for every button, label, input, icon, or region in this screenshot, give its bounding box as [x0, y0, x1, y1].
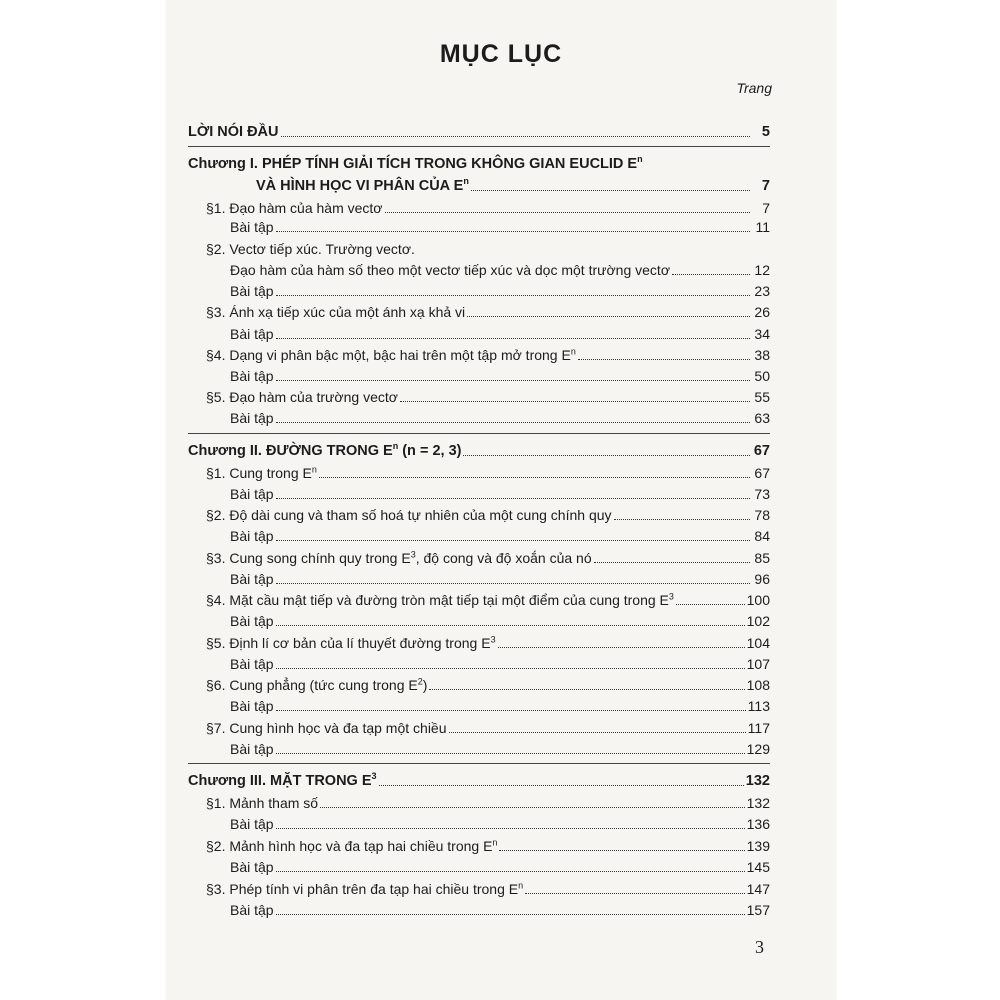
divider	[188, 146, 770, 147]
divider	[188, 763, 770, 764]
dot-leader	[379, 785, 744, 786]
dot-leader	[276, 828, 745, 829]
dot-leader	[276, 380, 750, 381]
dot-leader	[525, 893, 745, 894]
toc-entry-chapter-3[interactable]: Chương III. MẶT TRONG $E^3$ 132	[188, 771, 770, 789]
page-title: MỤC LỤC	[439, 40, 563, 68]
toc-entry-exercises[interactable]: Bài tập 11	[230, 219, 770, 235]
toc-entry-section[interactable]: §1. Đạo hàm của hàm vectơ 7	[206, 200, 770, 216]
toc-entry-exercises[interactable]: Bài tập 136	[230, 816, 770, 832]
dot-leader	[578, 359, 750, 360]
dot-leader	[276, 295, 750, 296]
toc-entry-exercises[interactable]: Bài tập 96	[230, 571, 770, 587]
dot-leader	[498, 647, 745, 648]
toc-entry-section[interactable]: §4. Mặt cầu mật tiếp và đường tròn mật tiếp tại một điểm của cung trong $E^3$ 100	[206, 591, 770, 608]
dot-leader	[320, 807, 745, 808]
toc-entry-exercises[interactable]: Bài tập 102	[230, 613, 770, 629]
toc-entry-exercises[interactable]: Bài tập 73	[230, 486, 770, 502]
toc-entry-section[interactable]: §2. Độ dài cung và tham số hoá tự nhiên của một cung chính quy 78	[206, 507, 770, 523]
dot-leader	[281, 136, 750, 137]
toc-entry-chapter-1-line-2[interactable]: VÀ HÌNH HỌC VI PHÂN CỦA $E^n$ 7	[256, 176, 770, 194]
toc-entry-section[interactable]: §3. Ánh xạ tiếp xúc của một ánh xạ khả vi 26	[206, 304, 770, 320]
toc-entry-exercises[interactable]: Bài tập 34	[230, 326, 770, 342]
page-number: 3	[755, 937, 764, 957]
dot-leader	[276, 914, 745, 915]
dot-leader	[449, 732, 746, 733]
dot-leader	[276, 231, 750, 232]
toc-entry-section[interactable]: §2. Vectơ tiếp xúc. Trường vectơ.	[206, 241, 415, 257]
dot-leader	[499, 850, 744, 851]
book-page	[166, 0, 836, 1000]
dot-leader	[594, 562, 750, 563]
dot-leader	[463, 455, 750, 456]
dot-leader	[672, 274, 750, 275]
dot-leader	[319, 477, 750, 478]
toc-entry-exercises[interactable]: Bài tập 113	[230, 698, 770, 714]
divider	[188, 433, 770, 434]
dot-leader	[276, 710, 746, 711]
toc-entry-exercises[interactable]: Bài tập 84	[230, 528, 770, 544]
toc-entry-section[interactable]: §1. Mảnh tham số 132	[206, 795, 770, 811]
toc-entry-exercises[interactable]: Bài tập 23	[230, 283, 770, 299]
toc-entry-section[interactable]: §2. Mảnh hình học và đa tạp hai chiều trong $E^n$ 139	[206, 837, 770, 854]
toc-entry-section[interactable]: §6. Cung phẳng (tức cung trong $E^2$) 108	[206, 676, 770, 693]
toc-entry-exercises[interactable]: Bài tập 63	[230, 410, 770, 426]
toc-entry-section[interactable]: §5. Đạo hàm của trường vectơ 55	[206, 389, 770, 405]
toc-entry-chapter-2[interactable]: Chương II. ĐƯỜNG TRONG $E^n$ (n = 2, 3) 67	[188, 441, 770, 459]
toc-entry-section[interactable]: §4. Dạng vi phân bậc một, bậc hai trên một tập mở trong $E^n$ 38	[206, 346, 770, 363]
dot-leader	[276, 871, 745, 872]
toc-entry-exercises[interactable]: Bài tập 107	[230, 656, 770, 672]
dot-leader	[276, 498, 750, 499]
toc-entry-exercises[interactable]: Bài tập 145	[230, 859, 770, 875]
dot-leader	[276, 422, 750, 423]
toc-entry-foreword[interactable]: LỜI NÓI ĐẦU 5	[188, 124, 770, 140]
dot-leader	[400, 401, 750, 402]
toc-entry-section[interactable]: §1. Cung trong $E^n$ 67	[206, 464, 770, 481]
toc-entry-exercises[interactable]: Bài tập 157	[230, 902, 770, 918]
dot-leader	[276, 625, 745, 626]
dot-leader	[467, 316, 750, 317]
toc-entry-chapter-1-line-1[interactable]: Chương I. PHÉP TÍNH GIẢI TÍCH TRONG KHÔNG GIAN EUCLID $E^n$	[188, 154, 643, 172]
toc-entry-section-continued[interactable]: Đạo hàm của hàm số theo một vectơ tiếp xúc và dọc một trường vectơ 12	[230, 262, 770, 278]
toc-entry-section[interactable]: §5. Định lí cơ bản của lí thuyết đường trong $E^3$ 104	[206, 634, 770, 651]
dot-leader	[614, 519, 750, 520]
toc-entry-exercises[interactable]: Bài tập 129	[230, 741, 770, 757]
toc-entry-section[interactable]: §3. Cung song chính quy trong $E^3$, độ cong và độ xoắn của nó 85	[206, 549, 770, 566]
dot-leader	[276, 753, 745, 754]
dot-leader	[429, 689, 744, 690]
toc-entry-exercises[interactable]: Bài tập 50	[230, 368, 770, 384]
dot-leader	[276, 583, 750, 584]
dot-leader	[276, 338, 750, 339]
page-column-label: Trang	[736, 80, 772, 96]
toc-entry-section[interactable]: §7. Cung hình học và đa tạp một chiều 117	[206, 720, 770, 736]
toc-entry-section[interactable]: §3. Phép tính vi phân trên đa tạp hai chiều trong $E^n$ 147	[206, 880, 770, 897]
dot-leader	[276, 540, 750, 541]
dot-leader	[276, 668, 745, 669]
dot-leader	[471, 190, 750, 191]
dot-leader	[676, 604, 745, 605]
